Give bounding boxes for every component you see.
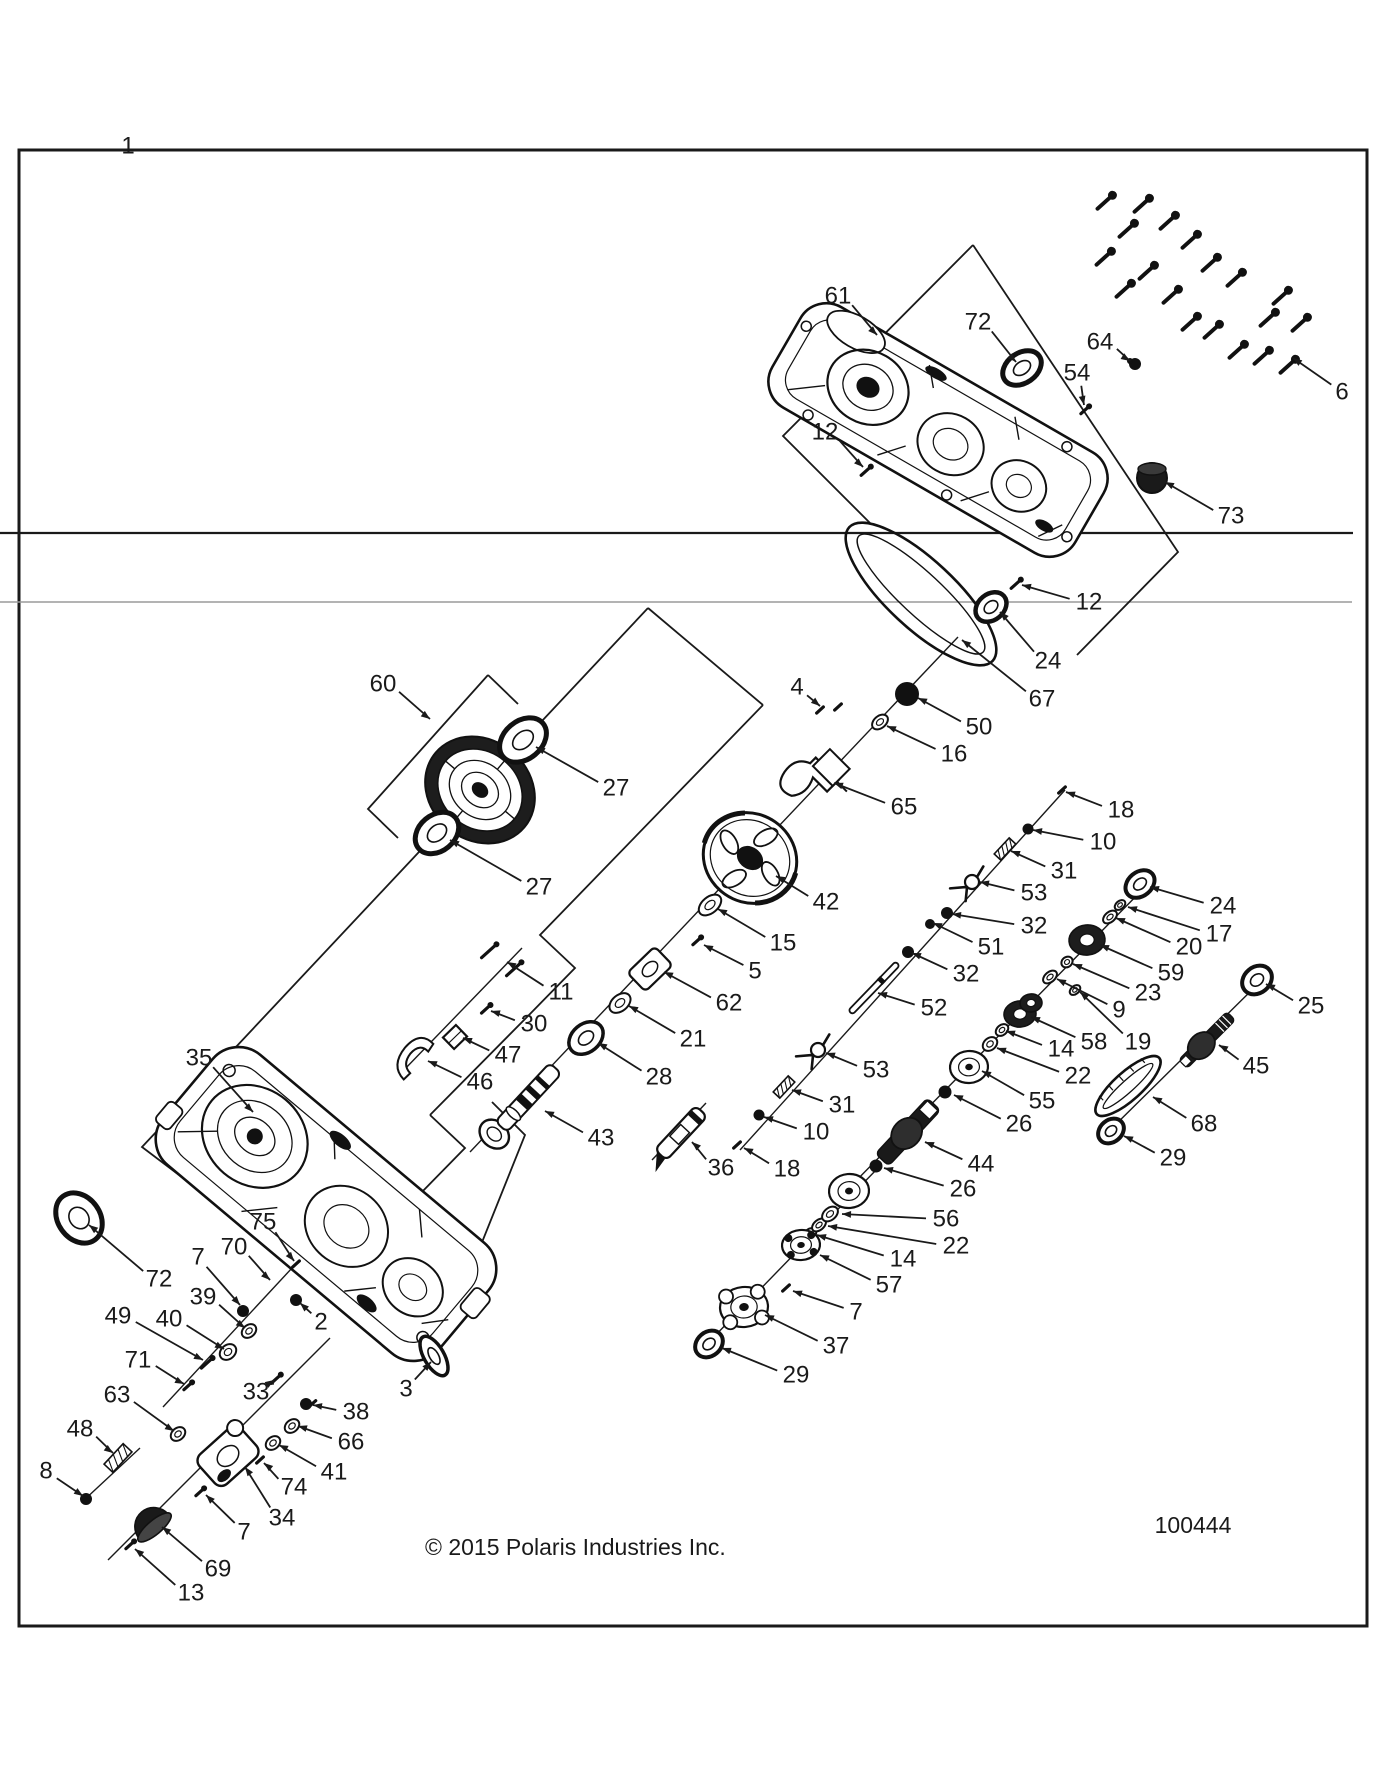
callout-18 xyxy=(1066,792,1134,824)
callout-label: 18 xyxy=(1107,796,1135,824)
part-bolt-6 xyxy=(1132,192,1156,215)
part-bolt-6 xyxy=(1271,284,1295,307)
callout-label: 15 xyxy=(769,929,797,957)
leader-arrow xyxy=(1033,828,1042,835)
callout-label: 49 xyxy=(104,1302,132,1330)
callout-label: 70 xyxy=(220,1233,248,1261)
leader-arrow xyxy=(1124,1136,1134,1143)
callout-62 xyxy=(664,972,742,1017)
leader-line xyxy=(450,840,521,881)
leader-arrow xyxy=(1011,851,1021,857)
callout-29 xyxy=(1124,1136,1186,1172)
callout-label: 21 xyxy=(679,1025,707,1053)
callout-53 xyxy=(826,1053,889,1084)
part-shift-rail-52 xyxy=(848,961,901,1015)
part-pin xyxy=(1059,787,1066,793)
callout-28 xyxy=(598,1043,672,1091)
callout-24 xyxy=(1000,612,1061,675)
callout-label: 34 xyxy=(268,1504,296,1532)
part-ball-detent xyxy=(237,1305,249,1317)
callout-label: 65 xyxy=(890,793,918,821)
bracket-line xyxy=(488,675,518,704)
part-gear-58 xyxy=(1019,993,1042,1013)
callout-25 xyxy=(1266,984,1324,1020)
callout-label: 46 xyxy=(466,1068,494,1096)
callout-20 xyxy=(1116,918,1202,961)
callout-10 xyxy=(1033,828,1116,855)
callout-label: 44 xyxy=(967,1150,995,1178)
callout-label: 16 xyxy=(940,740,968,768)
callout-1 xyxy=(121,133,134,160)
callout-label: 29 xyxy=(782,1361,810,1389)
leader-arrow xyxy=(279,1445,289,1452)
callout-label: 43 xyxy=(587,1124,615,1152)
callout-24 xyxy=(1150,886,1236,920)
leader-arrow xyxy=(313,1403,322,1410)
callout-50 xyxy=(918,698,992,741)
callout-27 xyxy=(536,747,629,802)
part-bolt-6 xyxy=(1158,209,1182,232)
part-bolt-6 xyxy=(1225,266,1249,289)
part-bolt-6 xyxy=(1094,245,1118,268)
part-washer xyxy=(217,1341,240,1363)
part-pin xyxy=(734,1142,741,1148)
callout-51 xyxy=(933,923,1004,961)
callout-33 xyxy=(243,1379,274,1406)
leader-line xyxy=(1073,964,1129,988)
part-pin xyxy=(480,1001,495,1015)
callout-label: 9 xyxy=(1112,996,1126,1024)
callout-53 xyxy=(980,880,1047,907)
group-bolt-cluster xyxy=(1094,189,1314,376)
leader-arrow xyxy=(1066,792,1076,798)
callout-label: 66 xyxy=(337,1428,365,1456)
callout-label: 62 xyxy=(715,989,743,1017)
part-block-47 xyxy=(443,1025,467,1049)
callout-4 xyxy=(790,674,820,707)
leader-arrow xyxy=(884,1167,894,1174)
group-small-parts xyxy=(46,344,1277,1551)
callout-label: 30 xyxy=(520,1010,548,1038)
callout-label: 38 xyxy=(342,1398,370,1426)
leader-arrow xyxy=(491,1010,501,1017)
leader-arrow xyxy=(264,1463,273,1471)
callout-label: 23 xyxy=(1134,979,1162,1007)
callout-71 xyxy=(125,1347,184,1385)
callout-60 xyxy=(370,671,430,720)
callout-56 xyxy=(842,1206,959,1233)
part-sprocket-56 xyxy=(828,1172,871,1209)
callout-74 xyxy=(264,1463,307,1501)
bracket-line xyxy=(648,608,763,705)
part-washer xyxy=(606,989,635,1017)
callout-49 xyxy=(105,1303,203,1361)
callout-label: 57 xyxy=(875,1271,903,1299)
part-seal-72 xyxy=(996,344,1048,393)
callout-11 xyxy=(507,962,573,1006)
part-plug-73 xyxy=(1137,463,1167,493)
callout-14 xyxy=(1006,1031,1074,1063)
part-gear-59 xyxy=(1068,923,1106,956)
callout-label: 28 xyxy=(645,1063,673,1091)
part-bolt-6 xyxy=(1202,318,1226,341)
callout-12 xyxy=(1022,584,1102,616)
callout-label: 58 xyxy=(1080,1028,1108,1056)
callout-label: 7 xyxy=(849,1298,863,1326)
callout-label: 63 xyxy=(103,1381,131,1409)
callout-7 xyxy=(206,1495,251,1546)
callout-label: 12 xyxy=(1075,588,1103,616)
callout-label: 31 xyxy=(828,1091,856,1119)
callout-65 xyxy=(834,783,917,821)
part-bearing-24 xyxy=(1120,865,1160,904)
callout-label: 22 xyxy=(942,1232,970,1260)
callout-label: 31 xyxy=(1050,857,1078,885)
callout-22 xyxy=(997,1048,1091,1090)
part-hub-57 xyxy=(781,1228,821,1261)
callout-label: 3 xyxy=(399,1375,413,1403)
callout-label: 26 xyxy=(1005,1110,1033,1138)
callout-label: 2 xyxy=(314,1308,328,1336)
callout-72 xyxy=(965,309,1016,363)
callout-9 xyxy=(1057,979,1126,1024)
callout-32 xyxy=(912,953,979,988)
callout-label: 67 xyxy=(1028,685,1056,713)
part-bolt-6 xyxy=(1227,338,1251,361)
callout-31 xyxy=(792,1089,855,1118)
part-bolt-6 xyxy=(1114,277,1138,300)
part-pinion-shaft-45 xyxy=(1174,1007,1239,1072)
leader-arrow xyxy=(245,1467,253,1476)
group-callouts xyxy=(39,133,1348,1607)
part-bearing-28 xyxy=(562,1015,609,1061)
callout-label: 68 xyxy=(1190,1110,1218,1138)
leader-line xyxy=(842,1214,926,1218)
callout-label: 32 xyxy=(1020,912,1048,940)
callout-72 xyxy=(89,1225,172,1293)
leader-arrow xyxy=(918,698,928,705)
leader-arrow xyxy=(428,1061,438,1068)
callout-label: 10 xyxy=(802,1118,830,1146)
callout-label: 53 xyxy=(1020,879,1048,907)
callout-label: 22 xyxy=(1064,1062,1092,1090)
callout-3 xyxy=(399,1362,431,1403)
page-border xyxy=(19,150,1367,1626)
callout-label: 4 xyxy=(790,673,804,701)
callout-label: 18 xyxy=(773,1155,801,1183)
leader-arrow xyxy=(1128,906,1138,913)
part-pin xyxy=(783,1285,790,1291)
leader-arrow xyxy=(1116,918,1126,924)
callout-label: 69 xyxy=(204,1555,232,1583)
part-pin xyxy=(691,933,705,947)
leader-arrow xyxy=(826,1053,836,1059)
leader-arrow xyxy=(193,1353,203,1360)
part-bolt-6 xyxy=(1095,189,1119,212)
part-spring xyxy=(773,1076,795,1099)
callout-label: 50 xyxy=(965,713,993,741)
part-bearing-29 xyxy=(690,1325,728,1363)
leader-arrow xyxy=(1057,979,1067,986)
leader-arrow xyxy=(887,726,897,733)
callout-55 xyxy=(982,1071,1055,1115)
callout-46 xyxy=(428,1061,493,1096)
callout-label: 1 xyxy=(121,132,135,160)
callout-48 xyxy=(67,1416,113,1454)
callout-label: 25 xyxy=(1297,992,1325,1020)
callout-38 xyxy=(313,1399,369,1426)
callout-label: 29 xyxy=(1159,1144,1187,1172)
leader-line xyxy=(536,747,598,782)
callout-15 xyxy=(718,909,796,957)
part-ball-detent xyxy=(754,1110,765,1121)
callout-label: 12 xyxy=(811,418,839,446)
callout-label: 35 xyxy=(185,1044,213,1072)
callout-27 xyxy=(450,840,552,901)
part-pin xyxy=(817,707,824,713)
callout-label: 33 xyxy=(242,1378,270,1406)
callout-66 xyxy=(298,1425,364,1455)
leader-arrow xyxy=(545,1111,555,1118)
leader-arrow xyxy=(722,1348,732,1354)
part-bolt-6 xyxy=(1200,251,1224,274)
callout-label: 36 xyxy=(707,1154,735,1182)
callout-label: 37 xyxy=(822,1332,850,1360)
callout-label: 61 xyxy=(824,282,852,310)
leader-arrow xyxy=(1006,1031,1016,1037)
leader-arrow xyxy=(463,1038,473,1044)
part-plate-62 xyxy=(627,946,672,991)
callout-45 xyxy=(1219,1045,1269,1080)
part-washer xyxy=(1059,954,1075,969)
part-pin xyxy=(480,940,501,960)
callout-69 xyxy=(162,1527,231,1583)
leader-arrow xyxy=(954,1095,964,1102)
part-washer xyxy=(993,1022,1010,1039)
callout-label: 24 xyxy=(1034,647,1062,675)
callout-36 xyxy=(692,1142,734,1182)
part-ball-detent xyxy=(895,682,919,706)
callout-44 xyxy=(925,1142,994,1178)
copyright-text: © 2015 Polaris Industries Inc. xyxy=(425,1534,726,1560)
part-bolt-6 xyxy=(1180,228,1204,251)
part-bolt-6 xyxy=(1258,306,1282,329)
part-bolt-6 xyxy=(1290,311,1314,334)
part-bolt-6 xyxy=(1137,259,1161,282)
callout-52 xyxy=(878,992,947,1021)
callout-54 xyxy=(1064,360,1091,406)
part-ball-detent xyxy=(939,1086,952,1099)
part-washer xyxy=(263,1433,283,1452)
leader-arrow xyxy=(828,1224,837,1231)
callout-5 xyxy=(704,945,762,985)
part-pin xyxy=(199,1354,216,1371)
leader-arrow xyxy=(925,1142,935,1148)
callout-label: 14 xyxy=(1047,1035,1075,1063)
leader-arrow xyxy=(1073,964,1083,970)
leader-line xyxy=(89,1225,143,1271)
part-bracket-46 xyxy=(388,1032,437,1080)
callout-label: 75 xyxy=(249,1208,277,1236)
leader-arrow xyxy=(1022,584,1032,591)
callout-label: 47 xyxy=(494,1041,522,1069)
callout-16 xyxy=(887,726,967,768)
callout-label: 24 xyxy=(1209,892,1237,920)
leader-arrow xyxy=(820,1255,830,1262)
leader-arrow xyxy=(718,909,728,916)
callout-18 xyxy=(744,1148,800,1183)
part-ball-detent xyxy=(941,907,953,919)
callout-label: 45 xyxy=(1242,1052,1270,1080)
part-ball-detent xyxy=(870,1160,883,1173)
callout-21 xyxy=(629,1006,706,1053)
callout-42 xyxy=(776,876,839,916)
part-bearing-25 xyxy=(1236,960,1277,1000)
callout-label: 48 xyxy=(66,1415,94,1443)
callout-label: 60 xyxy=(369,670,397,698)
callout-label: 72 xyxy=(964,308,992,336)
part-gear-55 xyxy=(949,1049,990,1084)
callout-6 xyxy=(1293,358,1349,406)
callout-label: 64 xyxy=(1086,328,1114,356)
callout-label: 55 xyxy=(1028,1087,1056,1115)
callout-label: 59 xyxy=(1157,959,1185,987)
leader-line xyxy=(828,1226,936,1244)
callout-68 xyxy=(1153,1097,1217,1138)
part-washer xyxy=(869,712,891,733)
leader-line xyxy=(884,1168,944,1186)
leader-arrow xyxy=(298,1425,308,1432)
part-bolt-6 xyxy=(1180,310,1204,333)
leader-line xyxy=(952,914,1014,924)
callout-label: 17 xyxy=(1205,920,1233,948)
callout-10 xyxy=(764,1116,829,1145)
callout-label: 10 xyxy=(1089,828,1117,856)
callout-label: 7 xyxy=(191,1243,205,1271)
callout-64 xyxy=(1087,329,1130,362)
callout-2 xyxy=(300,1303,328,1336)
callout-label: 56 xyxy=(932,1205,960,1233)
part-shift-cover-34 xyxy=(191,1417,265,1490)
callout-label: 73 xyxy=(1217,502,1245,530)
part-gear-37 xyxy=(718,1284,769,1330)
part-washer xyxy=(695,891,725,920)
part-bearing-29 xyxy=(1093,1114,1129,1149)
callout-29 xyxy=(722,1348,809,1389)
part-bearing-24 xyxy=(970,586,1013,628)
leader-arrow xyxy=(1165,482,1175,489)
leader-arrow xyxy=(997,1048,1007,1054)
bracket-line xyxy=(418,1115,465,1196)
leader-line xyxy=(817,1235,884,1256)
part-bolt-6 xyxy=(1161,283,1185,306)
drawing-number: 100444 xyxy=(1154,1512,1232,1538)
leader-arrow xyxy=(704,945,714,952)
leader-arrow xyxy=(792,1089,802,1096)
leader-arrow xyxy=(664,972,674,979)
callout-40 xyxy=(156,1306,224,1350)
callout-label: 74 xyxy=(280,1473,308,1501)
callout-label: 6 xyxy=(1335,378,1349,406)
callout-43 xyxy=(545,1111,614,1152)
callout-label: 27 xyxy=(602,774,630,802)
callout-73 xyxy=(1165,482,1244,530)
callout-37 xyxy=(765,1315,849,1360)
callout-26 xyxy=(884,1167,976,1202)
callout-label: 32 xyxy=(952,960,980,988)
callout-label: 40 xyxy=(155,1305,183,1333)
callout-label: 11 xyxy=(548,978,574,1006)
callout-label: 14 xyxy=(889,1245,917,1273)
leader-arrow xyxy=(74,1488,83,1496)
part-ball-detent xyxy=(1023,824,1034,835)
callout-label: 51 xyxy=(977,933,1005,961)
callout-label: 20 xyxy=(1175,933,1203,961)
leader-arrow xyxy=(629,1006,639,1013)
part-pin xyxy=(1009,575,1025,590)
callout-26 xyxy=(954,1095,1032,1138)
part-shift-fork-65 xyxy=(774,737,859,822)
part-bolt-6 xyxy=(1117,217,1141,240)
callout-14 xyxy=(817,1234,916,1272)
callout-label: 72 xyxy=(145,1265,173,1293)
callout-label: 13 xyxy=(177,1579,205,1607)
callout-13 xyxy=(135,1549,204,1607)
callout-8 xyxy=(39,1458,83,1497)
leader-arrow xyxy=(842,1211,851,1218)
leader-arrow xyxy=(692,1142,701,1151)
part-pin xyxy=(835,704,842,710)
callout-label: 19 xyxy=(1124,1028,1152,1056)
callout-label: 71 xyxy=(124,1346,152,1374)
part-washer xyxy=(1041,968,1060,986)
callout-label: 42 xyxy=(812,888,840,916)
part-shift-sector-36 xyxy=(644,1106,708,1172)
callout-label: 52 xyxy=(920,994,948,1022)
callout-label: 54 xyxy=(1063,359,1091,387)
callout-label: 27 xyxy=(525,873,553,901)
callout-label: 26 xyxy=(949,1175,977,1203)
part-washer xyxy=(1113,898,1127,912)
callout-label: 41 xyxy=(320,1458,348,1486)
callout-7 xyxy=(793,1291,863,1326)
callout-label: 8 xyxy=(39,1457,53,1485)
callout-label: 7 xyxy=(237,1518,251,1546)
part-output-shaft-44 xyxy=(872,1095,944,1170)
part-bolt-6 xyxy=(1252,344,1276,367)
callout-label: 5 xyxy=(748,957,762,985)
part-pin xyxy=(257,1457,264,1463)
callout-39 xyxy=(190,1284,245,1329)
callout-label: 53 xyxy=(862,1056,890,1084)
callout-label: 39 xyxy=(189,1283,217,1311)
part-seal-72 xyxy=(46,1184,112,1252)
leader-arrow xyxy=(793,1291,803,1297)
leader-line xyxy=(1128,907,1200,930)
part-ball-detent xyxy=(902,946,914,958)
